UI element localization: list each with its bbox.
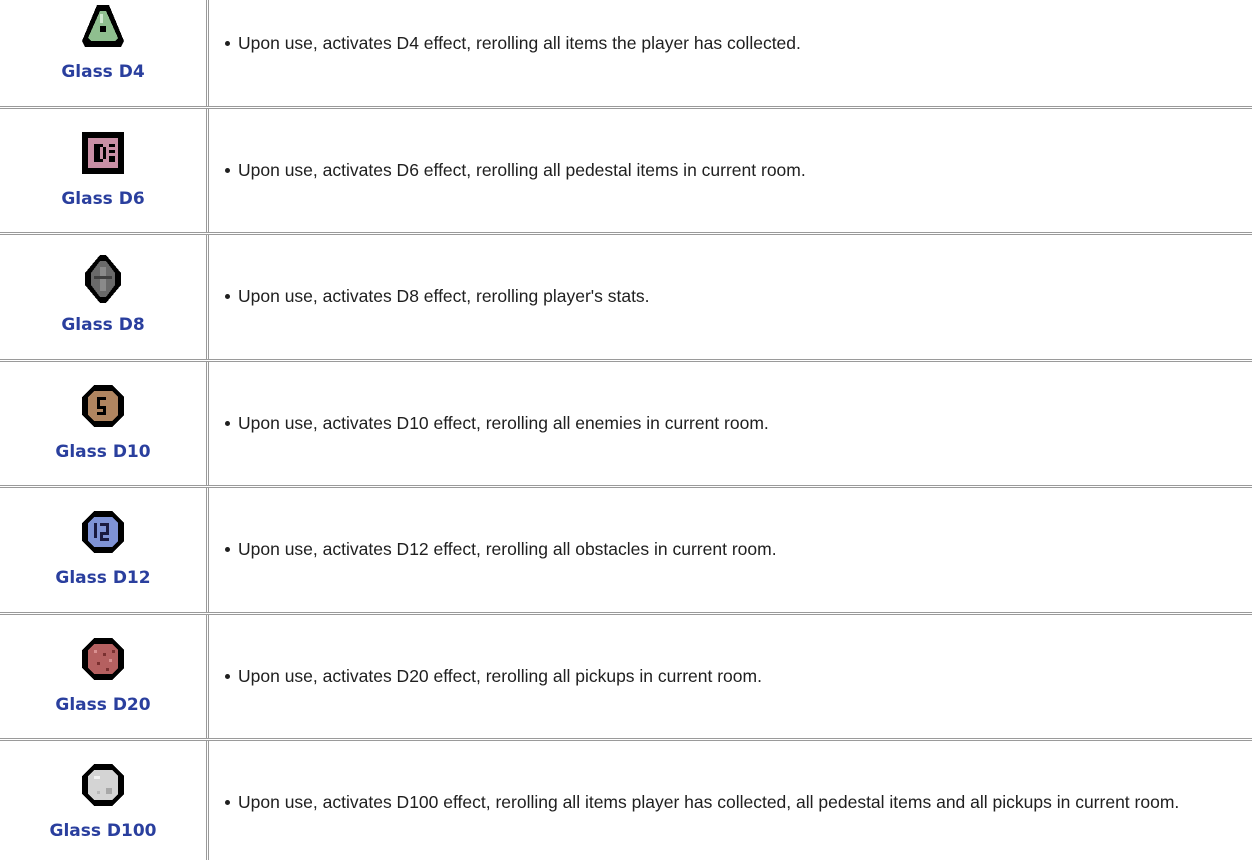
item-name-link[interactable]: Glass D12 bbox=[55, 568, 151, 588]
item-description bbox=[209, 109, 1252, 233]
item-description bbox=[209, 615, 1252, 739]
item-name-link[interactable]: Glass D10 bbox=[55, 441, 151, 462]
item-cell bbox=[0, 488, 209, 612]
item-cell bbox=[0, 741, 209, 860]
item-cell bbox=[0, 362, 209, 486]
table-row bbox=[0, 109, 1252, 236]
item-description bbox=[209, 235, 1252, 359]
item-name-link[interactable]: Glass D20 bbox=[55, 694, 151, 715]
item-cell bbox=[0, 0, 209, 106]
bullet-icon bbox=[225, 674, 230, 679]
description-text: Upon use, activates D8 effect, rerolling player's stats. bbox=[238, 286, 650, 307]
item-cell bbox=[0, 235, 209, 359]
item-name-link[interactable]: Glass D4 bbox=[61, 62, 145, 82]
bullet-icon bbox=[225, 294, 230, 299]
glass-d12-icon[interactable] bbox=[79, 508, 127, 556]
table-row bbox=[0, 488, 1252, 615]
bullet-icon bbox=[225, 168, 230, 173]
description-text: Upon use, activates D10 effect, rerolling all enemies in current room. bbox=[238, 412, 769, 433]
glass-d6-icon[interactable] bbox=[79, 129, 127, 177]
item-name-link[interactable]: Glass D100 bbox=[49, 821, 157, 841]
item-description bbox=[209, 0, 1252, 106]
description-text: Upon use, activates D12 effect, rerolling all obstacles in current room. bbox=[238, 539, 777, 560]
glass-d100-icon[interactable] bbox=[79, 761, 127, 809]
item-name-link[interactable]: Glass D8 bbox=[61, 315, 145, 335]
glass-d20-icon[interactable] bbox=[79, 635, 127, 683]
description-text: Upon use, activates D4 effect, rerolling all items the player has collected. bbox=[238, 33, 801, 54]
item-description bbox=[209, 741, 1252, 860]
glass-d4-icon[interactable] bbox=[79, 2, 127, 50]
bullet-icon bbox=[225, 547, 230, 552]
bullet-icon bbox=[225, 421, 230, 426]
description-text: Upon use, activates D20 effect, rerolling all pickups in current room. bbox=[238, 665, 762, 686]
bullet-icon bbox=[225, 41, 230, 46]
table-row bbox=[0, 741, 1252, 860]
bullet-icon bbox=[225, 800, 230, 805]
item-cell bbox=[0, 615, 209, 739]
glass-d10-icon[interactable] bbox=[79, 382, 127, 430]
item-name-link[interactable]: Glass D6 bbox=[61, 188, 145, 209]
description-text: Upon use, activates D6 effect, rerolling all pedestal items in current room. bbox=[238, 159, 806, 180]
glass-d8-icon[interactable] bbox=[79, 255, 127, 303]
table-row bbox=[0, 235, 1252, 362]
description-text: Upon use, activates D100 effect, rerolling all items player has collected, all pedestal items and all pickups in current room. bbox=[238, 792, 1180, 813]
item-cell bbox=[0, 109, 209, 233]
table-row bbox=[0, 362, 1252, 489]
table-row bbox=[0, 0, 1252, 109]
item-description bbox=[209, 362, 1252, 486]
table-row bbox=[0, 615, 1252, 742]
item-description bbox=[209, 488, 1252, 612]
